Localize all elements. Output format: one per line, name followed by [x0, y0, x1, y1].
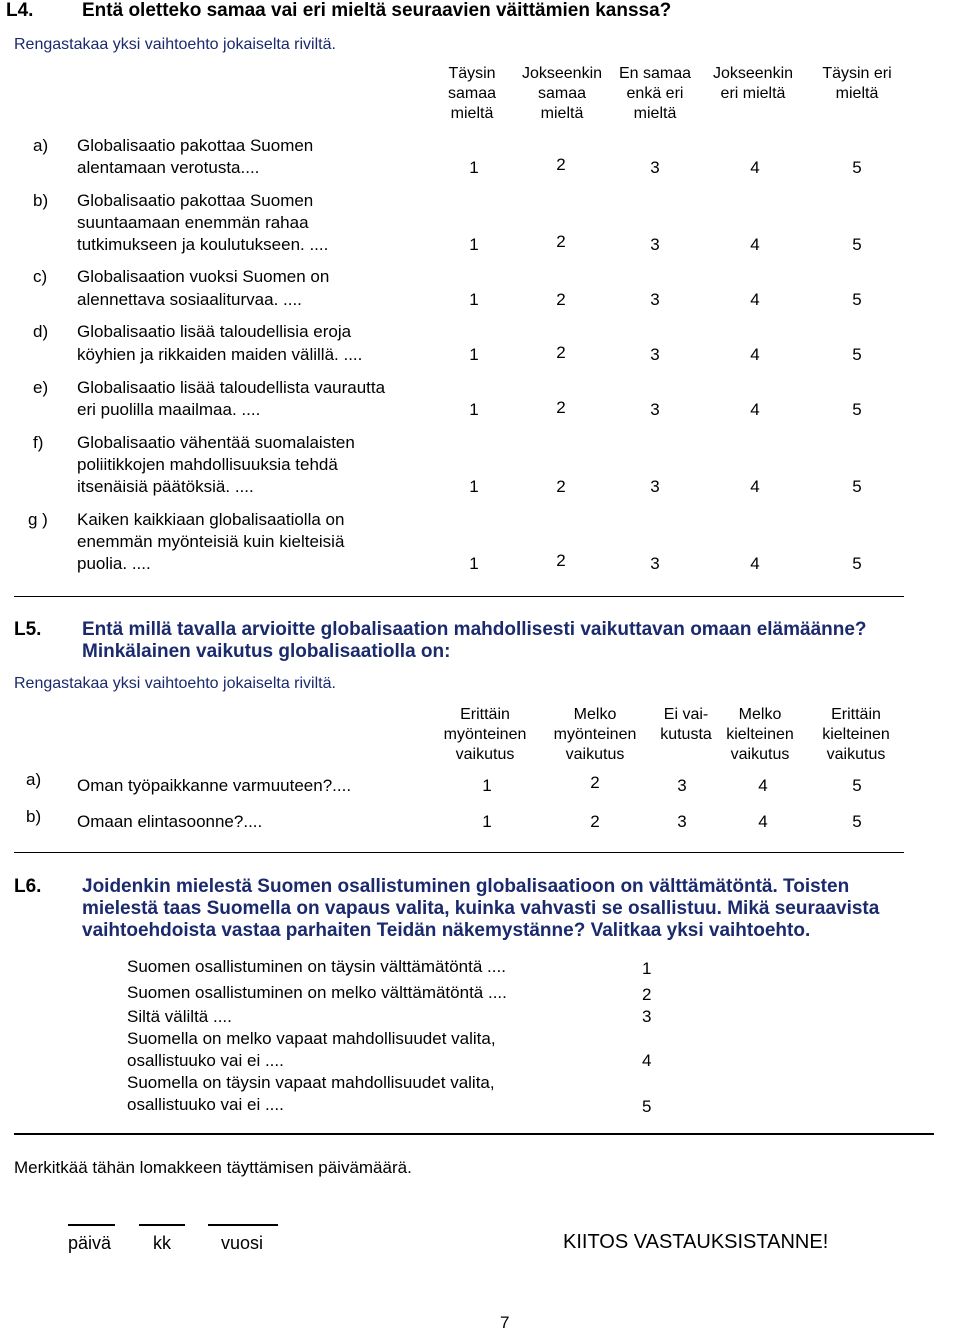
option-1[interactable]: 1	[482, 812, 492, 831]
question-code: L4.	[6, 0, 34, 21]
option-number[interactable]: 4	[642, 1051, 652, 1070]
option-2[interactable]: 2	[556, 398, 566, 417]
question-code: L5.	[14, 619, 42, 640]
section-divider	[14, 852, 904, 853]
option-3[interactable]: 3	[650, 290, 660, 309]
statement-text: Globalisaation vuoksi Suomen on	[77, 267, 330, 286]
question-title: Entä oletteko samaa vai eri mieltä seuraavien väittämien kanssa?	[82, 0, 672, 21]
question-title: Minkälainen vaikutus globalisaatiolla on:	[82, 641, 451, 662]
statement-text: alennettava sosiaaliturvaa. ....	[77, 290, 302, 309]
option-4[interactable]: 4	[758, 776, 768, 795]
option-2[interactable]: 2	[556, 232, 566, 251]
option-2[interactable]: 2	[590, 812, 600, 831]
option-5[interactable]: 5	[852, 235, 862, 254]
day-field[interactable]	[68, 1224, 115, 1226]
statement-text: alentamaan verotusta....	[77, 158, 260, 177]
col-header: Jokseenkin eri mieltä	[712, 65, 794, 102]
item-letter: b)	[33, 191, 49, 210]
statement-text: enemmän myönteisiä kuin kielteisiä	[77, 532, 345, 551]
col-header: Ei vai- kutusta	[660, 706, 712, 743]
option-3[interactable]: 3	[677, 812, 687, 831]
option-3[interactable]: 3	[650, 158, 660, 177]
option-5[interactable]: 5	[852, 290, 862, 309]
option-5[interactable]: 5	[852, 554, 862, 573]
option-4[interactable]: 4	[750, 477, 760, 496]
option-1[interactable]: 1	[482, 776, 492, 795]
option-1[interactable]: 1	[469, 554, 479, 573]
option-3[interactable]: 3	[677, 776, 687, 795]
statement-text: Globalisaatio pakottaa Suomen	[77, 136, 314, 155]
question-title: Joidenkin mielestä Suomen osallistuminen globalisaatioon on välttämätöntä. Toisten	[82, 876, 850, 897]
item-letter: d)	[33, 322, 49, 341]
option-4[interactable]: 4	[758, 812, 768, 831]
statement-text: köyhien ja rikkaiden maiden välillä. ....	[77, 345, 363, 364]
statement-text: Kaiken kaikkiaan globalisaatiolla on	[77, 510, 345, 529]
statement-text: eri puolilla maailmaa. ....	[77, 400, 261, 419]
option-3[interactable]: 3	[650, 235, 660, 254]
option-number[interactable]: 5	[642, 1097, 652, 1116]
option-3[interactable]: 3	[650, 345, 660, 364]
col-header: Täysin eri mieltä	[822, 65, 892, 102]
option-text: Suomella on melko vapaat mahdollisuudet valita,	[127, 1029, 496, 1048]
section-divider	[14, 1133, 934, 1135]
option-2[interactable]: 2	[556, 290, 566, 309]
instruction: Rengastakaa yksi vaihtoehto jokaiselta riviltä.	[14, 36, 336, 53]
col-header: Täysin samaa mieltä	[447, 65, 497, 122]
statement-text: Globalisaatio pakottaa Suomen	[77, 191, 314, 210]
option-2[interactable]: 2	[556, 155, 566, 174]
option-4[interactable]: 4	[750, 345, 760, 364]
month-field[interactable]	[139, 1224, 185, 1226]
question-title: Entä millä tavalla arvioitte globalisaation mahdollisesti vaikuttavan omaan elämäänne?	[82, 619, 867, 640]
option-text: Suomella on täysin vapaat mahdollisuudet valita,	[127, 1073, 495, 1092]
statement-text: puolia. ....	[77, 554, 151, 573]
page-number: 7	[500, 1313, 510, 1332]
question-title: vaihtoehdoista vastaa parhaiten Teidän näkemystänne? Valitkaa yksi vaihtoehto.	[82, 920, 811, 941]
col-header: Melko kielteinen vaikutus	[726, 706, 794, 763]
option-3[interactable]: 3	[650, 554, 660, 573]
option-3[interactable]: 3	[650, 477, 660, 496]
option-5[interactable]: 5	[852, 776, 862, 795]
option-2[interactable]: 2	[556, 343, 566, 362]
option-number[interactable]: 2	[642, 985, 652, 1004]
option-1[interactable]: 1	[469, 477, 479, 496]
day-label: päivä	[68, 1233, 112, 1253]
option-5[interactable]: 5	[852, 158, 862, 177]
date-prompt: Merkitkää tähän lomakkeen täyttämisen päivämäärä.	[14, 1158, 412, 1177]
item-letter: a)	[33, 136, 49, 155]
option-5[interactable]: 5	[852, 812, 862, 831]
year-field[interactable]	[208, 1224, 278, 1226]
item-letter: a)	[26, 770, 42, 789]
statement-text: Globalisaatio vähentää suomalaisten	[77, 433, 355, 452]
option-4[interactable]: 4	[750, 554, 760, 573]
option-5[interactable]: 5	[852, 345, 862, 364]
item-letter: c)	[33, 267, 48, 286]
question-code: L6.	[14, 876, 42, 897]
item-letter: e)	[33, 378, 49, 397]
option-text: osallistuuko vai ei ....	[127, 1051, 284, 1070]
col-header: Erittäin kielteinen vaikutus	[822, 706, 890, 763]
option-4[interactable]: 4	[750, 235, 760, 254]
option-5[interactable]: 5	[852, 400, 862, 419]
year-label: vuosi	[221, 1233, 264, 1253]
option-5[interactable]: 5	[852, 477, 862, 496]
option-2[interactable]: 2	[556, 551, 566, 570]
item-letter: b)	[26, 807, 42, 826]
statement-text: poliitikkojen mahdollisuuksia tehdä	[77, 455, 338, 474]
option-2[interactable]: 2	[556, 477, 566, 496]
option-1[interactable]: 1	[469, 345, 479, 364]
option-4[interactable]: 4	[750, 400, 760, 419]
option-1[interactable]: 1	[469, 400, 479, 419]
option-1[interactable]: 1	[469, 158, 479, 177]
statement-text: Globalisaatio lisää taloudellista vaurautta	[77, 378, 386, 397]
col-header: Melko myönteinen vaikutus	[553, 706, 637, 763]
section-divider	[14, 596, 904, 597]
option-2[interactable]: 2	[590, 773, 600, 792]
statement-text: suuntaamaan enemmän rahaa	[77, 213, 309, 232]
option-text: Siltä väliltä ....	[127, 1007, 232, 1026]
question-title: mielestä taas Suomella on vapaus valita, kuinka vahvasti se osallistuu. Mikä seuraavista	[82, 898, 880, 919]
item-letter: f)	[33, 433, 44, 452]
statement-text: Globalisaatio lisää taloudellisia eroja	[77, 322, 352, 341]
option-3[interactable]: 3	[650, 400, 660, 419]
option-text: Suomen osallistuminen on melko välttämätöntä ....	[127, 983, 507, 1002]
col-header: Erittäin myönteinen vaikutus	[443, 706, 527, 763]
item-letter: g )	[28, 510, 48, 529]
option-number[interactable]: 3	[642, 1007, 652, 1026]
statement-text: Oman työpaikkanne varmuuteen?....	[77, 776, 352, 795]
month-label: kk	[153, 1233, 171, 1253]
option-text: Suomen osallistuminen on täysin välttämätöntä ....	[127, 957, 506, 976]
option-4[interactable]: 4	[750, 290, 760, 309]
col-header: En samaa enkä eri mieltä	[618, 65, 692, 122]
option-4[interactable]: 4	[750, 158, 760, 177]
statement-text: tutkimukseen ja koulutukseen. ....	[77, 235, 329, 254]
option-1[interactable]: 1	[469, 235, 479, 254]
thanks-text: KIITOS VASTAUKSISTANNE!	[563, 1231, 829, 1253]
option-number[interactable]: 1	[642, 959, 652, 978]
statement-text: Omaan elintasoonne?....	[77, 812, 263, 831]
option-1[interactable]: 1	[469, 290, 479, 309]
col-header: Jokseenkin samaa mieltä	[521, 65, 603, 122]
instruction: Rengastakaa yksi vaihtoehto jokaiselta riviltä.	[14, 675, 336, 692]
option-text: osallistuuko vai ei ....	[127, 1095, 284, 1114]
statement-text: itsenäisiä päätöksiä. ....	[77, 477, 254, 496]
